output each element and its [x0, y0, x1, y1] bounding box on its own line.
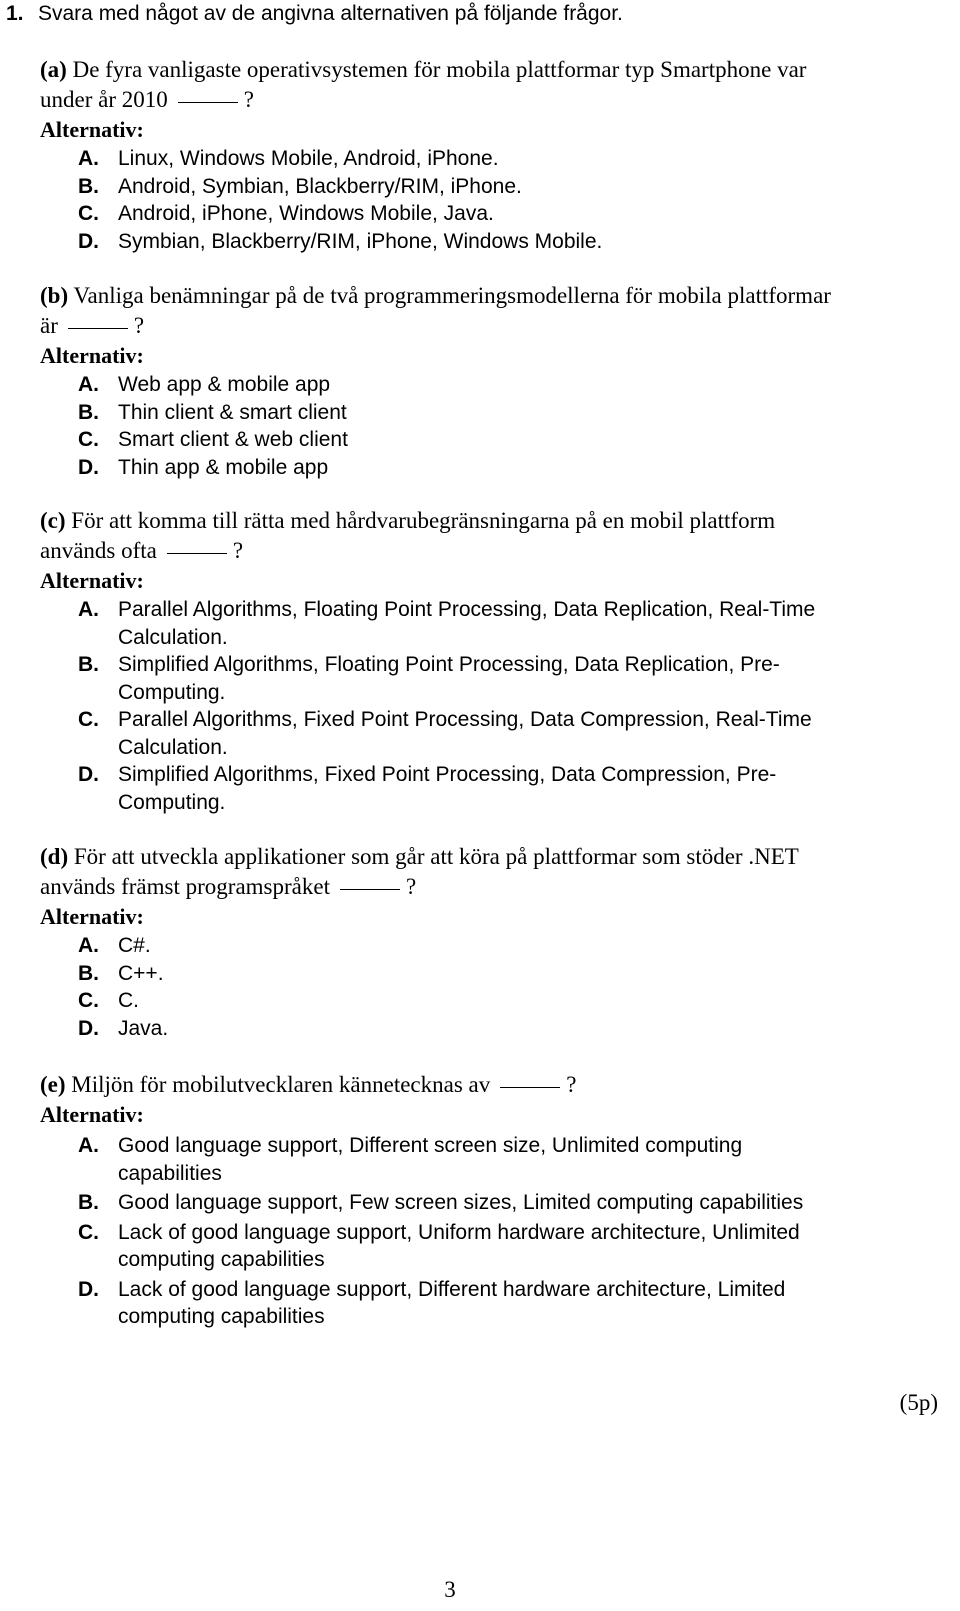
page-number: 3: [444, 1577, 456, 1602]
option-list: [40, 596, 940, 816]
option-list: [40, 371, 940, 481]
question-end: ?: [243, 87, 254, 112]
question-end: ?: [232, 538, 244, 563]
option-text: Simplified Algorithms, Fixed Point Processing, Data Compression, Pre-: [118, 763, 777, 786]
option-letter: A.: [78, 373, 99, 396]
option-d: [40, 454, 940, 482]
section-number: 1.: [6, 2, 24, 25]
option-letter: A.: [78, 934, 99, 957]
question-line-1: För att komma till rätta med hårdvarubegränsningarna på en mobil plattform: [71, 508, 776, 533]
question-e: [40, 1070, 940, 1331]
option-letter: D.: [78, 763, 99, 786]
option-text-cont: computing capabilities: [118, 1305, 325, 1328]
question-line-2: under år 2010: [40, 87, 168, 112]
question-text-line-2: [40, 311, 940, 341]
question-text-line-2: [40, 85, 940, 115]
section-heading: [0, 0, 623, 28]
option-d: [40, 1015, 940, 1043]
option-text: Simplified Algorithms, Floating Point Processing, Data Replication, Pre-: [118, 653, 780, 676]
option-a: [40, 932, 940, 960]
option-a: [40, 145, 940, 173]
option-text-cont: Computing.: [118, 790, 226, 814]
option-text-cont: Calculation.: [118, 625, 228, 649]
option-text: Parallel Algorithms, Floating Point Processing, Data Replication, Real-Time: [118, 598, 816, 621]
option-text: Android, iPhone, Windows Mobile, Java.: [118, 202, 494, 225]
option-d: [40, 761, 940, 816]
option-b: [40, 651, 940, 706]
option-b: [40, 399, 940, 427]
question-line-2: används ofta: [40, 538, 157, 563]
question-line-2: används främst programspråket: [40, 874, 330, 899]
option-c: [40, 987, 940, 1015]
option-letter: B.: [78, 1191, 99, 1214]
option-letter: B.: [78, 400, 99, 424]
option-text-cont: Calculation.: [118, 735, 228, 759]
question-end: ?: [566, 1072, 577, 1097]
question-c: [40, 506, 940, 816]
option-letter: B.: [78, 174, 99, 198]
option-b: [40, 173, 940, 201]
option-letter: B.: [78, 653, 99, 676]
option-b: [40, 960, 940, 988]
option-letter: C.: [78, 1220, 99, 1244]
option-text: Web app & mobile app: [118, 373, 331, 396]
option-letter: D.: [78, 1277, 99, 1301]
question-letter: (b): [40, 283, 69, 308]
option-a: [40, 371, 940, 399]
question-text: [40, 1070, 940, 1100]
option-list: [40, 145, 940, 255]
option-letter: C.: [78, 989, 99, 1012]
option-text: Lack of good language support, Different hardware architecture, Limited: [118, 1277, 786, 1301]
question-text-line-2: [40, 872, 940, 902]
option-c: [40, 426, 940, 454]
question-line-1: Vanliga benämningar på de två programmeringsmodellerna för mobila plattformar: [73, 283, 831, 308]
question-text: [40, 506, 940, 536]
question-d: [40, 842, 940, 1042]
option-text: Good language support, Different screen size, Unlimited computing: [118, 1134, 743, 1157]
question-a: [40, 55, 940, 255]
option-text: Java.: [118, 1016, 169, 1040]
answer-blank: [167, 552, 227, 554]
option-c: [40, 200, 940, 228]
answer-blank: [178, 101, 238, 103]
option-letter: C.: [78, 428, 99, 451]
option-text: Thin app & mobile app: [118, 455, 329, 479]
option-text: Lack of good language support, Uniform hardware architecture, Unlimited: [118, 1220, 800, 1244]
option-letter: C.: [78, 202, 99, 225]
question-text: [40, 281, 940, 311]
section-title: Svara med något av de angivna alternativen på följande frågor.: [38, 2, 623, 25]
question-line-1: Miljön för mobilutvecklaren kännetecknas av: [71, 1072, 491, 1097]
alternatives-label: Alternativ:: [40, 117, 144, 142]
alternatives-label: Alternativ:: [40, 904, 144, 929]
option-text-cont: Computing.: [118, 680, 226, 704]
question-letter: (a): [40, 57, 67, 82]
alternatives-label: Alternativ:: [40, 343, 144, 368]
alternatives-label: Alternativ:: [40, 1102, 144, 1127]
question-line-1: För att utveckla applikationer som går att köra på plattformar som stöder .NET: [73, 844, 799, 869]
option-list: [40, 932, 940, 1042]
score-points: (5p): [899, 1390, 938, 1415]
option-c: [40, 706, 940, 761]
question-line-1: De fyra vanligaste operativsystemen för mobila plattformar typ Smartphone var: [72, 57, 807, 82]
option-text: Android, Symbian, Blackberry/RIM, iPhone.: [118, 174, 522, 198]
question-text-line-2: [40, 536, 940, 566]
option-c: [40, 1219, 940, 1274]
alternatives-label: Alternativ:: [40, 568, 144, 593]
option-text: C#.: [118, 934, 151, 957]
question-end: ?: [405, 874, 417, 899]
option-text: Symbian, Blackberry/RIM, iPhone, Windows Mobile.: [118, 229, 603, 253]
option-letter: A.: [78, 1134, 99, 1157]
answer-blank: [340, 888, 400, 890]
question-text: [40, 55, 940, 85]
option-d: [40, 228, 940, 256]
option-text: C.: [118, 989, 139, 1012]
option-letter: C.: [78, 708, 99, 731]
question-letter: (c): [40, 508, 66, 533]
option-text: C++.: [118, 961, 164, 985]
option-text: Parallel Algorithms, Fixed Point Processing, Data Compression, Real-Time: [118, 708, 812, 731]
option-list: [40, 1132, 940, 1331]
option-letter: D.: [78, 1016, 99, 1040]
question-line-2: är: [40, 313, 58, 338]
option-text: Good language support, Few screen sizes, Limited computing capabilities: [118, 1191, 804, 1214]
question-end: ?: [133, 313, 145, 338]
option-letter: D.: [78, 229, 99, 253]
option-text-cont: capabilities: [118, 1161, 222, 1185]
option-b: [40, 1189, 940, 1217]
option-a: [40, 596, 940, 651]
option-d: [40, 1276, 940, 1331]
option-text: Linux, Windows Mobile, Android, iPhone.: [118, 147, 499, 170]
option-text: Thin client & smart client: [118, 400, 347, 424]
question-letter: (e): [40, 1072, 66, 1097]
question-text: [40, 842, 940, 872]
option-letter: D.: [78, 455, 99, 479]
answer-blank: [500, 1086, 560, 1088]
option-letter: A.: [78, 147, 99, 170]
option-letter: B.: [78, 961, 99, 985]
option-letter: A.: [78, 598, 99, 621]
option-a: [40, 1132, 940, 1187]
question-b: [40, 281, 940, 481]
option-text: Smart client & web client: [118, 428, 348, 451]
answer-blank: [68, 327, 128, 329]
question-letter: (d): [40, 844, 69, 869]
option-text-cont: computing capabilities: [118, 1248, 325, 1271]
